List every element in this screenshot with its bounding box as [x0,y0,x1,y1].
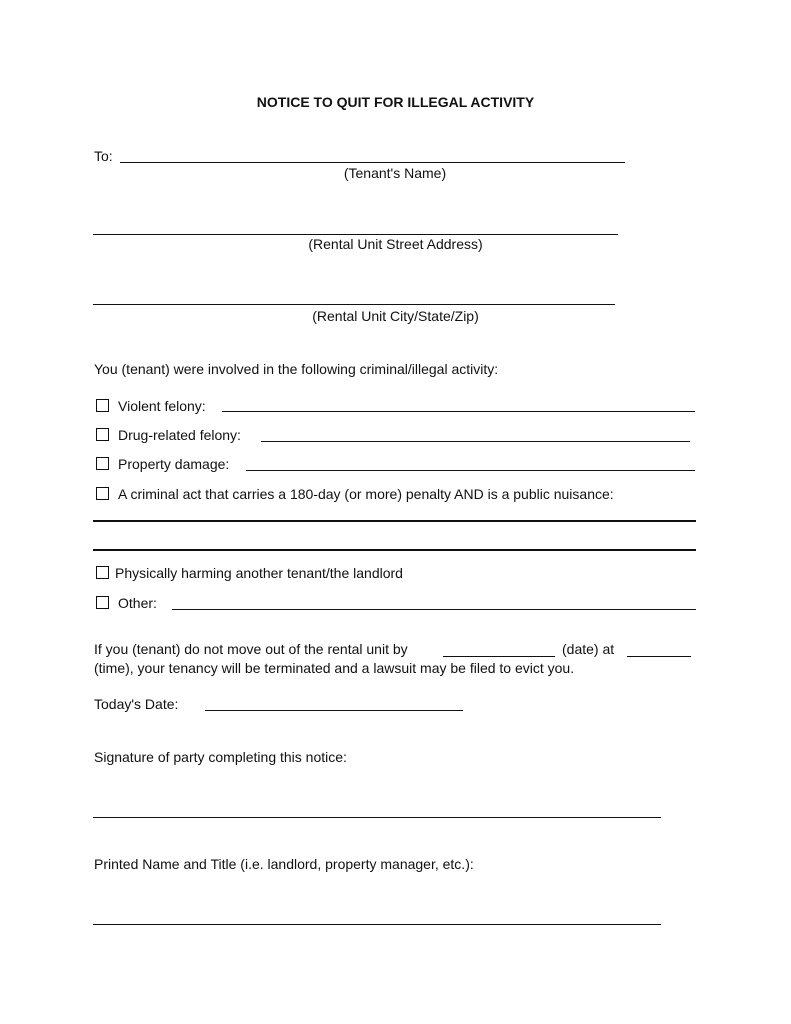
criminal-act-field-1[interactable] [93,520,696,522]
move-out-text-2: (date) at [562,641,615,657]
property-damage-checkbox[interactable] [96,457,109,470]
criminal-act-checkbox[interactable] [96,487,109,500]
property-damage-field[interactable] [246,470,695,471]
todays-date-label: Today's Date: [94,696,179,712]
signature-label: Signature of party completing this notice: [94,749,347,765]
criminal-act-field-2[interactable] [93,549,696,551]
todays-date-field[interactable] [205,710,463,711]
document-title: NOTICE TO QUIT FOR ILLEGAL ACTIVITY [256,94,535,110]
printed-name-field[interactable] [93,924,661,925]
printed-name-label: Printed Name and Title (i.e. landlord, property manager, etc.): [94,856,474,872]
tenant-name-caption: (Tenant's Name) [343,165,447,181]
city-state-zip-field[interactable] [93,304,615,305]
move-out-text-1: If you (tenant) do not move out of the rental unit by [94,641,408,657]
property-damage-label: Property damage: [118,456,230,472]
tenant-name-field[interactable] [120,162,625,163]
other-label: Other: [118,595,157,611]
street-address-caption: (Rental Unit Street Address) [308,236,483,252]
signature-field[interactable] [93,817,661,818]
physical-harm-checkbox[interactable] [96,566,109,579]
violent-felony-label: Violent felony: [118,398,206,414]
move-out-time-field[interactable] [627,656,691,657]
drug-felony-label: Drug-related felony: [118,427,241,443]
drug-felony-field[interactable] [261,441,690,442]
to-label: To: [94,148,113,164]
criminal-act-label: A criminal act that carries a 180-day (or more) penalty AND is a public nuisance: [118,486,614,502]
other-field[interactable] [172,609,696,610]
activity-intro: You (tenant) were involved in the following criminal/illegal activity: [94,361,499,377]
other-checkbox[interactable] [96,596,109,609]
physical-harm-label: Physically harming another tenant/the landlord [115,565,403,581]
move-out-text-3: (time), your tenancy will be terminated and a lawsuit may be filed to evict you. [94,660,575,676]
drug-felony-checkbox[interactable] [96,428,109,441]
street-address-field[interactable] [93,234,618,235]
city-state-zip-caption: (Rental Unit City/State/Zip) [312,308,479,324]
violent-felony-checkbox[interactable] [96,399,109,412]
violent-felony-field[interactable] [222,411,695,412]
move-out-date-field[interactable] [443,656,555,657]
